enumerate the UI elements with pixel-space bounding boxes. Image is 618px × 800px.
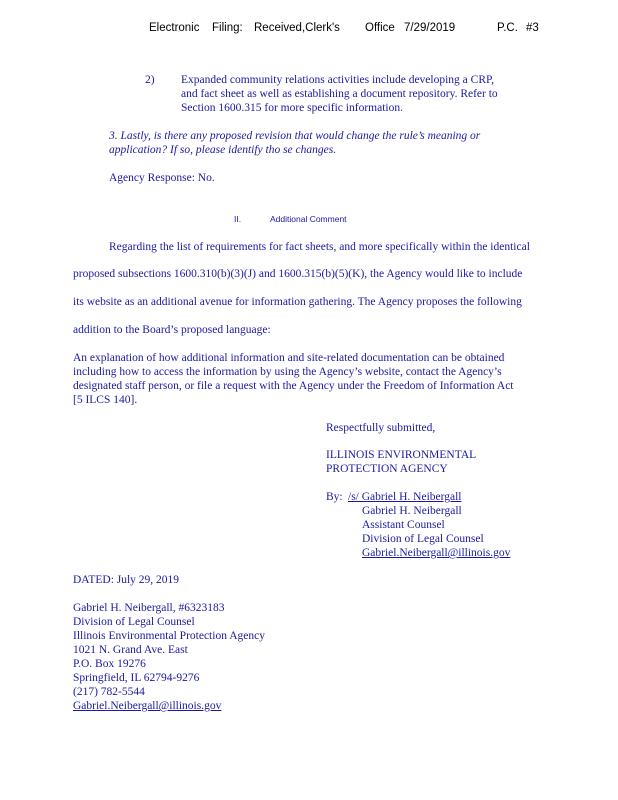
- contact-division: Division of Legal Counsel: [73, 616, 195, 628]
- header-electronic: Electronic: [149, 22, 200, 34]
- comment-line-4: addition to the Board’s proposed language:: [73, 324, 271, 336]
- contact-pobox: P.O. Box 19276: [73, 658, 146, 670]
- section-title: Additional Comment: [270, 214, 347, 224]
- contact-agency: Illinois Environmental Protection Agency: [73, 630, 265, 642]
- signer-name: Gabriel H. Neibergall: [362, 505, 462, 517]
- by-label: By:: [326, 491, 343, 503]
- question-3-line-1: 3. Lastly, is there any proposed revision that would change the rule’s meaning or: [109, 130, 481, 142]
- header-date: 7/29/2019: [404, 22, 456, 34]
- item-2-line-2: and fact sheet as well as establishing a document repository. Refer to: [181, 88, 498, 100]
- closing: Respectfully submitted,: [326, 422, 436, 434]
- comment-line-2: proposed subsections 1600.310(b)(3)(J) and 1600.315(b)(5)(K), the Agency would like to include: [73, 268, 523, 280]
- contact-name: Gabriel H. Neibergall, #6323183: [73, 602, 225, 614]
- org-line-1: ILLINOIS ENVIRONMENTAL: [326, 449, 477, 461]
- contact-street: 1021 N. Grand Ave. East: [73, 644, 188, 656]
- item-2-number: 2): [145, 74, 155, 86]
- proposed-line-3: designated staff person, or file a request with the Agency under the Freedom of Information Act: [73, 380, 514, 392]
- item-2-line-3: Section 1600.315 for more specific information.: [181, 102, 403, 114]
- org-line-2: PROTECTION AGENCY: [326, 463, 448, 475]
- signer-title: Assistant Counsel: [362, 519, 445, 531]
- proposed-line-4: [5 ILCS 140].: [73, 394, 138, 406]
- signer-division: Division of Legal Counsel: [362, 533, 484, 545]
- signer-email-link[interactable]: Gabriel.Neibergall@illinois.gov: [362, 547, 511, 559]
- header-pc: P.C.: [497, 22, 518, 34]
- proposed-line-2: including how to access the information by using the Agency’s website, contact the Agency’s: [73, 366, 502, 378]
- item-2-line-1: Expanded community relations activities include developing a CRP,: [181, 74, 494, 86]
- header-filing: Filing:: [212, 22, 243, 34]
- contact-phone: (217) 782-5544: [73, 686, 145, 698]
- contact-city: Springfield, IL 62794-9276: [73, 672, 200, 684]
- proposed-line-1: An explanation of how additional information and site-related documentation can be obtained: [73, 352, 505, 364]
- contact-email-link[interactable]: Gabriel.Neibergall@illinois.gov: [73, 700, 222, 712]
- agency-response: Agency Response: No.: [109, 172, 215, 184]
- header-received: Received,Clerk's: [254, 22, 340, 34]
- section-number: II.: [234, 214, 242, 224]
- header-office: Office: [365, 22, 395, 34]
- question-3-line-2: application? If so, please identify tho se changes.: [109, 144, 337, 156]
- dated-line: DATED: July 29, 2019: [73, 574, 180, 586]
- header-number: #3: [526, 22, 539, 34]
- signature-line: /s/ Gabriel H. Neibergall: [348, 491, 462, 503]
- comment-line-1: Regarding the list of requirements for fact sheets, and more specifically within the identical: [109, 241, 530, 253]
- comment-line-3: its website as an additional avenue for information gathering. The Agency proposes the following: [73, 296, 522, 308]
